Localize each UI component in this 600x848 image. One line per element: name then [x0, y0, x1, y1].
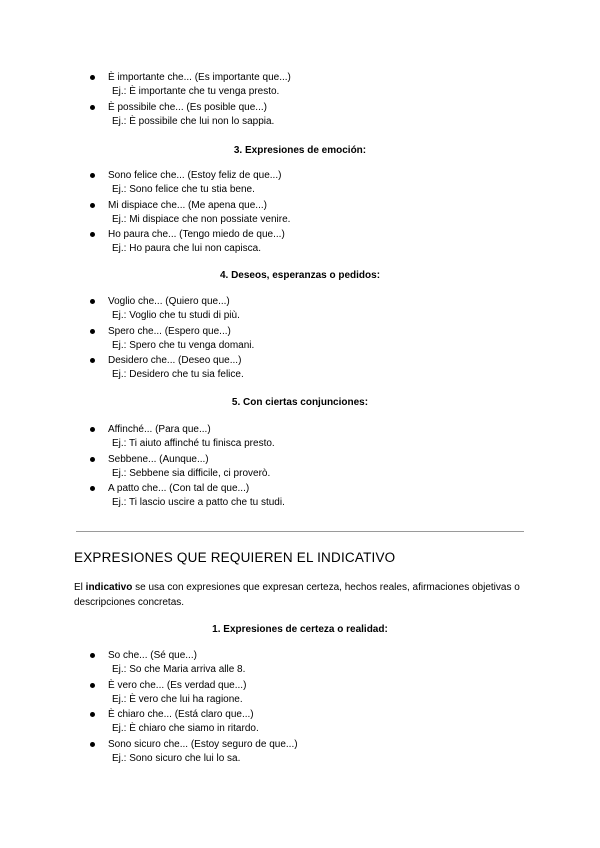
list-item — [0, 227, 600, 257]
intro-prefix: El — [74, 582, 86, 593]
bullet-icon — [90, 742, 95, 747]
list-item — [0, 707, 600, 737]
item-phrase: Sono felice che... (Estoy feliz de que...) — [108, 170, 282, 181]
list-item — [0, 198, 600, 228]
bullet-icon — [90, 427, 95, 432]
item-example: Ej.: Ti lascio uscire a patto che tu studi. — [112, 497, 285, 508]
section-4-list — [0, 294, 600, 383]
indicative-title: EXPRESIONES QUE REQUIEREN EL INDICATIVO — [74, 550, 396, 565]
item-phrase: Sono sicuro che... (Estoy seguro de que...) — [108, 738, 298, 750]
item-example: Ej.: Desidero che tu sia felice. — [112, 369, 244, 380]
item-phrase: Mi dispiace che... (Me apena que...) — [108, 199, 267, 211]
bullet-icon — [90, 173, 95, 178]
bullet-icon — [90, 486, 95, 491]
item-example: Ej.: Sono felice che tu stia bene. — [112, 184, 255, 195]
section-ind-1-list — [0, 648, 600, 766]
section-4-heading: 4. Deseos, esperanzas o pedidos: — [219, 270, 381, 281]
bullet-icon — [90, 105, 95, 110]
item-phrase: Spero che... (Espero que...) — [108, 325, 231, 337]
item-example: Ej.: È importante che tu venga presto. — [112, 86, 280, 97]
list-item — [0, 737, 600, 767]
item-example: Ej.: È possibile che lui non lo sappia. — [112, 115, 275, 127]
section-3-heading: 3. Expresiones de emoción: — [233, 145, 367, 156]
item-phrase: È vero che... (Es verdad que...) — [108, 679, 247, 691]
item-phrase: So che... (Sé que...) — [108, 650, 197, 661]
section-divider — [76, 531, 524, 532]
indicative-intro — [74, 580, 534, 610]
bullet-icon — [90, 329, 95, 334]
intro-rest: se usa con expresiones que expresan certeza, hechos reales, afirmaciones objetivas o descripciones concretas. — [74, 582, 520, 608]
section-5-heading: 5. Con ciertas conjunciones: — [231, 397, 369, 408]
item-example: Ej.: È chiaro che siamo in ritardo. — [112, 723, 259, 734]
bullet-icon — [90, 75, 95, 80]
bullet-icon — [90, 299, 95, 304]
bullet-icon — [90, 683, 95, 688]
bullet-icon — [90, 653, 95, 658]
list-item — [0, 481, 600, 511]
list-item — [0, 168, 600, 198]
item-example: Ej.: Voglio che tu studi di più. — [112, 310, 240, 321]
intro-bold-term: indicativo — [85, 582, 133, 593]
list-item — [0, 452, 600, 482]
item-phrase: A patto che... (Con tal de que...) — [108, 483, 250, 494]
item-example: Ej.: È vero che lui ha ragione. — [112, 693, 243, 705]
list-item — [0, 100, 600, 130]
item-example: Ej.: Sono sicuro che lui lo sa. — [112, 752, 241, 764]
bullet-icon — [90, 358, 95, 363]
item-phrase: È chiaro che... (Está claro que...) — [108, 709, 254, 720]
bullet-icon — [90, 232, 95, 237]
section-3-list — [0, 168, 600, 257]
item-phrase: Desidero che... (Deseo que...) — [108, 355, 242, 366]
item-phrase: Affinché... (Para que...) — [108, 424, 211, 435]
list-item — [0, 678, 600, 708]
section-5-list — [0, 422, 600, 511]
list-item — [0, 324, 600, 354]
item-phrase: Sebbene... (Aunque...) — [108, 453, 209, 465]
list-item — [0, 648, 600, 678]
item-phrase: Voglio che... (Quiero que...) — [108, 296, 230, 307]
bullet-icon — [90, 457, 95, 462]
bullet-icon — [90, 712, 95, 717]
list-item — [0, 70, 600, 100]
item-example: Ej.: Ti aiuto affinché tu finisca presto. — [112, 438, 275, 449]
section-ind-1-heading: 1. Expresiones de certeza o realidad: — [212, 624, 388, 635]
item-example: Ej.: Ho paura che lui non capisca. — [112, 243, 261, 254]
item-example: Ej.: Mi dispiace che non possiate venire. — [112, 213, 291, 225]
item-example: Ej.: So che Maria arriva alle 8. — [112, 664, 246, 675]
list-item — [0, 294, 600, 324]
item-phrase: È possibile che... (Es posible que...) — [108, 101, 267, 113]
bullet-icon — [90, 203, 95, 208]
item-example: Ej.: Spero che tu venga domani. — [112, 339, 255, 351]
item-phrase: È importante che... (Es importante que...) — [108, 72, 291, 83]
subjunctive-impersonal-list — [0, 70, 600, 129]
list-item — [0, 353, 600, 383]
list-item — [0, 422, 600, 452]
item-phrase: Ho paura che... (Tengo miedo de que...) — [108, 229, 285, 240]
item-example: Ej.: Sebbene sia difficile, ci proverò. — [112, 467, 271, 479]
